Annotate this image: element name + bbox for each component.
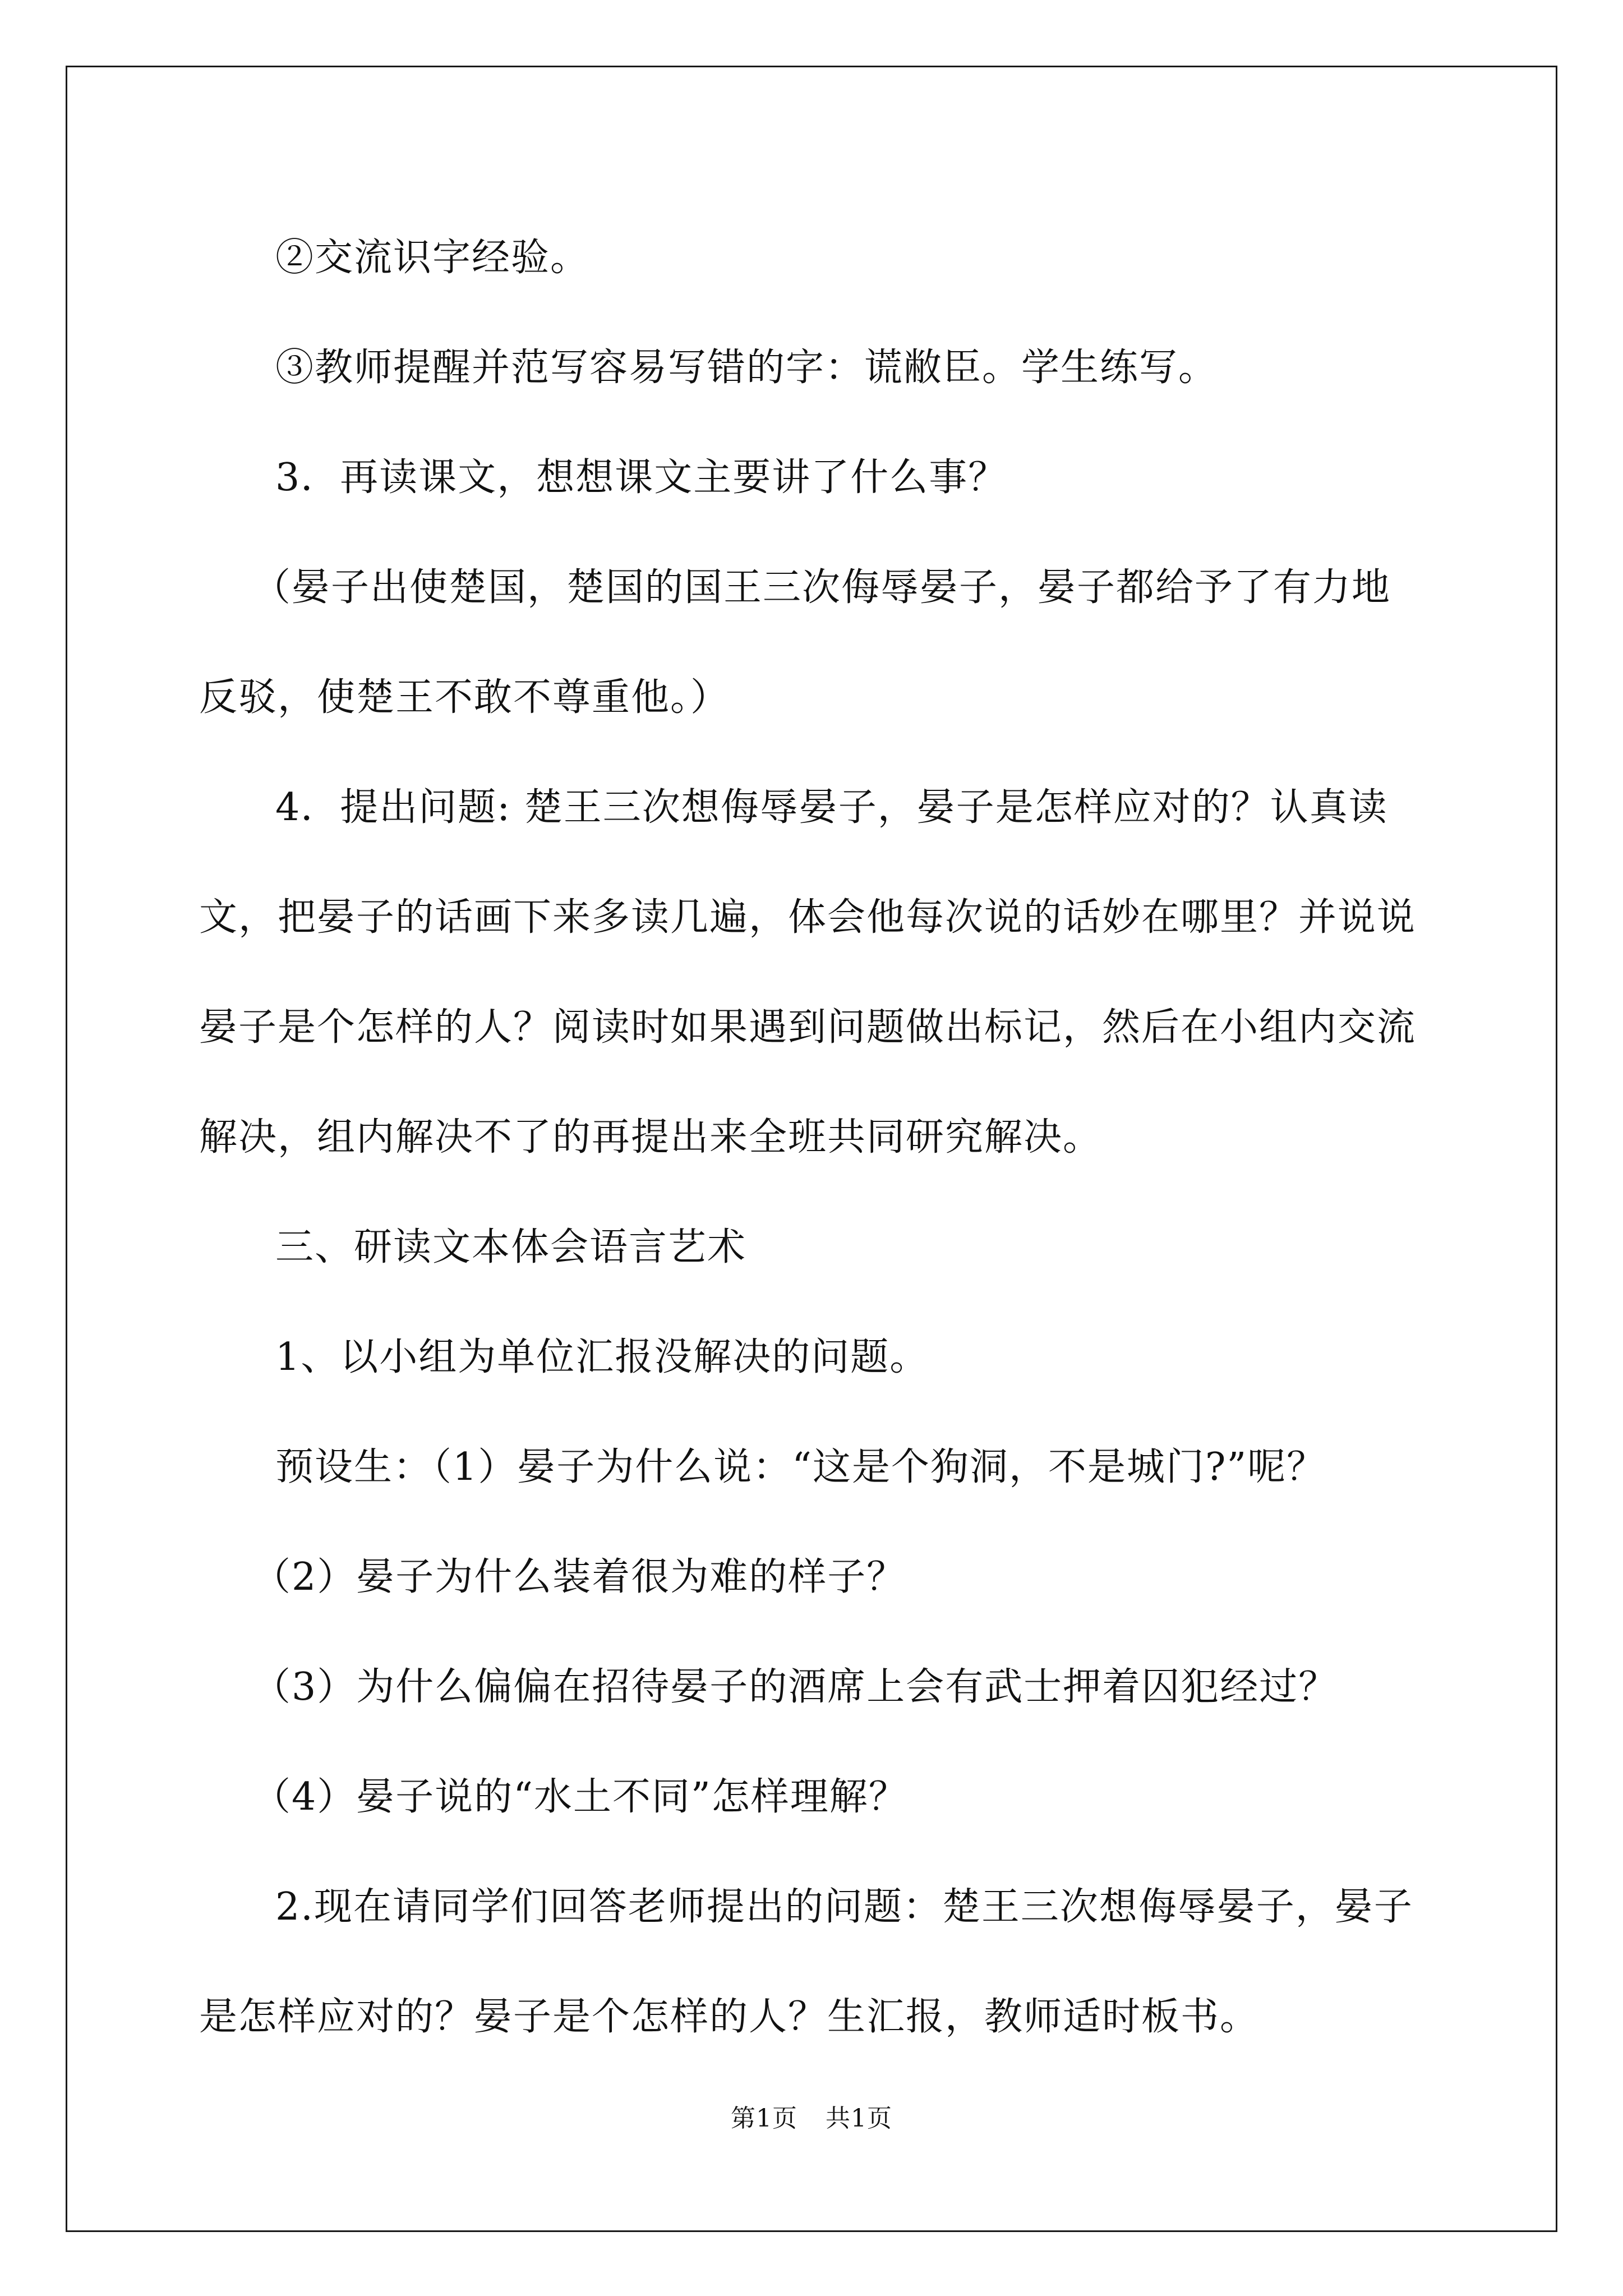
paragraph-4: （晏子出使楚国，楚国的国王三次侮辱晏子，晏子都给予了有力地反驳，使楚王不敢不尊重他。） [199, 565, 1391, 720]
paragraph-10: （4）晏子说的“水土不同”怎样理解？ [252, 1775, 908, 1819]
paragraph-6: 1、以小组为单位汇报没解决的问题。 [275, 1335, 929, 1379]
paragraph-8: （2）晏子为什么装着很为难的样子？ [252, 1555, 906, 1599]
page-number: 第1页 [731, 2104, 797, 2133]
paragraph-11: 2.现在请同学们回答老师提出的问题：楚王三次想侮辱晏子，晏子是怎样应对的？晏子是个怎样的人？生汇报，教师适时板书。 [199, 1885, 1413, 2039]
paragraph-9: （3）为什么偏偏在招待晏子的酒席上会有武士押着囚犯经过？ [252, 1665, 1338, 1709]
paragraph-1: ②交流识字经验。 [275, 236, 590, 280]
paragraph-2: ③教师提醒并范写容易写错的字：谎敝臣。学生练写。 [275, 346, 1218, 390]
paragraph-3: 3．再读课文，想想课文主要讲了什么事？ [275, 455, 1008, 500]
page-total: 共1页 [826, 2104, 892, 2133]
page-footer [0, 2098, 1623, 2134]
paragraph-5: 4．提出问题: 楚王三次想侮辱晏子，晏子是怎样应对的？认真读文，把晏子的话画下来多读几遍，体会他每次说的话妙在哪里？并说说晏子是个怎样的人？阅读时如果遇到问题做出标记，然后在小组内交流解决，组内解决不了的再提出来全班共同研究解决。 [199, 785, 1417, 1159]
paragraph-7: 预设生：（1）晏子为什么说：“这是个狗洞，不是城门?”呢？ [275, 1445, 1326, 1489]
section-heading: 三、研读文本体会语言艺术 [275, 1225, 747, 1269]
